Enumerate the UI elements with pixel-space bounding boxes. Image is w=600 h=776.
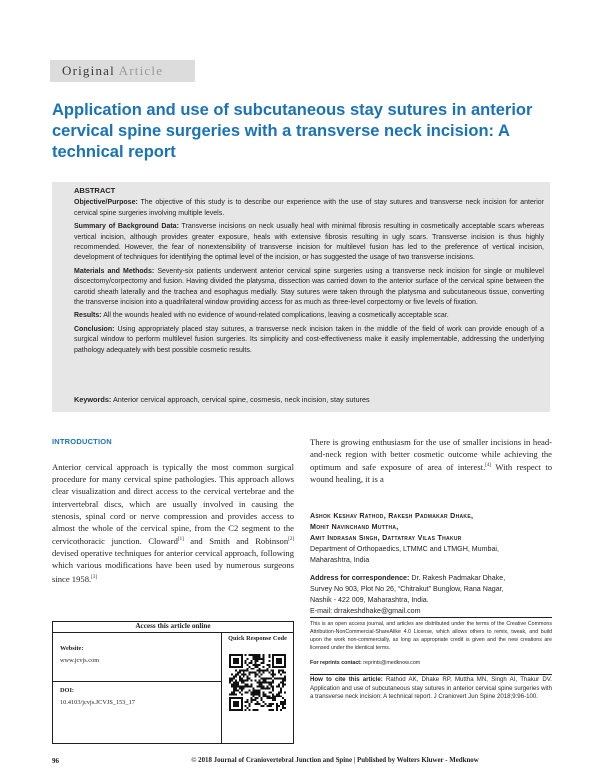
divider [310,617,552,618]
correspondence: Address for correspondence: Dr. Rakesh Padmakar Dhake, [310,574,506,582]
footer-copyright: © 2018 Journal of Craniovertebral Junction and Spine | Published by Wolters Kluwer - Medknow [191,757,479,764]
citation-ref[interactable]: [1] [177,537,184,543]
website-label: Website: [60,645,84,652]
abstract-results: Results: All the wounds healed with no evidence of wound-related complications, leaving a cosmetically acceptable scar. [74,312,449,320]
author-names-3: Amit Indrasan Singh, Dattatray Vilas Thakur [310,534,462,542]
qr-label: Quick Response Code [228,635,287,642]
doi-link[interactable]: 10.4103/jcvjs.JCVJS_153_17 [60,699,135,706]
reprints-contact: For reprints contact: reprints@medknow.com [310,660,421,666]
doi-label: DOI: [60,687,74,694]
author-names-1: Ashok Keshav Rathod, Rakesh Padmakar Dhake, [310,512,474,520]
page-number: 96 [52,757,59,765]
citation-ref[interactable]: [3] [91,574,97,580]
abstract [74,186,544,359]
access-online-title: Access this article online [52,621,294,633]
citation-box: How to cite this article: Rathod AK, Dhake RP, Muttha MN, Singh AI, Thakur DV. Application and use of subcutaneous stay sutures in anterior cervical spine surgeries with a transverse neck incision: A technical report. J Craniovert Jun Spine 2018;9:96-100. [310,676,552,701]
website-link[interactable]: www.jcvjs.com [60,657,100,664]
email[interactable]: E-mail: drrakeshdhake@gmail.com [310,607,421,615]
address-line-2: Nashik - 422 009, Maharashtra, India. [310,596,429,604]
article-title: Application and use of subcutaneous stay sutures in anterior cervical spine surgeries with a transverse neck incision: A technical report [52,101,533,161]
divider [52,681,221,682]
section-heading-introduction: INTRODUCTION [52,437,112,446]
license-text: This is an open access journal, and articles are distributed under the terms of the Creative Commons Attribution-NonCommercial-ShareAlike 4.0 License, which allows others to remix, tweak, and build upon the work non-commercially, as long as appropriate credit is given and the new creations are licensed under the identical terms. [310,621,552,651]
keywords: Keywords: Anterior cervical approach, cervical spine, cosmesis, neck incision, stay sutures [74,395,370,404]
affiliation-line-1: Department of Orthopaedics, LTMMC and LTMGH, Mumbai, [310,545,499,553]
abstract-methods: Materials and Methods: Seventy-six patients underwent anterior cervical spine surgeries using a transverse neck incision for single or multilevel discectomy/corpectomy and fusion. Having divided the platysma, dissection was carried down to the anterior surface of the cervical spine between the carotid sheath laterally and the trachea and esophagus medially. Stay sutures were taken through the platysma and subcutaneous tissue, converting the transverse incision into a quadrilateral window providing access for as much as three-level corpectomy or five levels of fixation. [74,267,544,307]
qr-code-icon[interactable] [229,654,286,711]
abstract-conclusion: Conclusion: Using appropriately placed stay sutures, a transverse neck incision taken in the middle of the field of work can provide enough of a surgical window to perform multilevel fusion surgeries. Its simplicity and cost-effectiveness make it easily implementable, addressing the underlying pathology adequately with best possible cosmetic results. [74,325,544,354]
affiliation-line-2: Maharashtra, India [310,556,370,564]
citation-ref[interactable]: [4] [485,463,492,469]
address-line-1: Survey No 903, Plot No 26, “Chitrakut” Bunglow, Rana Nagar, [310,585,504,593]
article-type-label: Original Article [62,63,164,78]
intro-paragraph-2: There is growing enthusiasm for the use of smaller incisions in head-and-neck region with better cosmetic outcome while achieving the optimum and safe exposure of area of interest.[4] With respect to wound healing, it is a [310,437,553,485]
author-block [310,511,552,617]
author-names-2: Mohit Navinchand Muttha, [310,523,399,531]
abstract-background: Summary of Background Data: Transverse incisions on neck usually heal with minimal fibrosis resulting in cosmetically acceptable scars whereas vertical incision, although provides greater exposure, heals with extensive fibrosis resulting in ugly scars. Transverse incision is thus highly recommended. However, the fear of nonextensibility of transverse incision for multilevel fusion has led to the preference of vertical incision, development of techniques for identifying the optimal level of the incision, or has suggested the usage of two transverse incisions. [74,223,544,262]
abstract-objective: Objective/Purpose: The objective of this study is to describe our experience with the use of stay sutures and transverse neck incision for anterior cervical spine surgeries involving multiple levels. [74,199,544,217]
abstract-heading: ABSTRACT [74,186,116,195]
citation-ref[interactable]: [2] [288,537,294,543]
intro-paragraph-1: Anterior cervical approach is typically the most common surgical procedure for many cervical spine pathologies. This approach allows clear visualization and direct access to the cervical vertebrae and the intervertebral discs, which are usually involved in causing the stenosis, spinal cord or nerve compression and provides access to almost the whole of the cervical spine, from the C2 segment to the cervicothoracic junction. Cloward[1] and Smith and Robinson[2] devised operative techniques for anterior cervical approach, following which various modifications have been used by numerous surgeons since 1958.[3] [52,462,294,584]
divider [310,674,552,675]
